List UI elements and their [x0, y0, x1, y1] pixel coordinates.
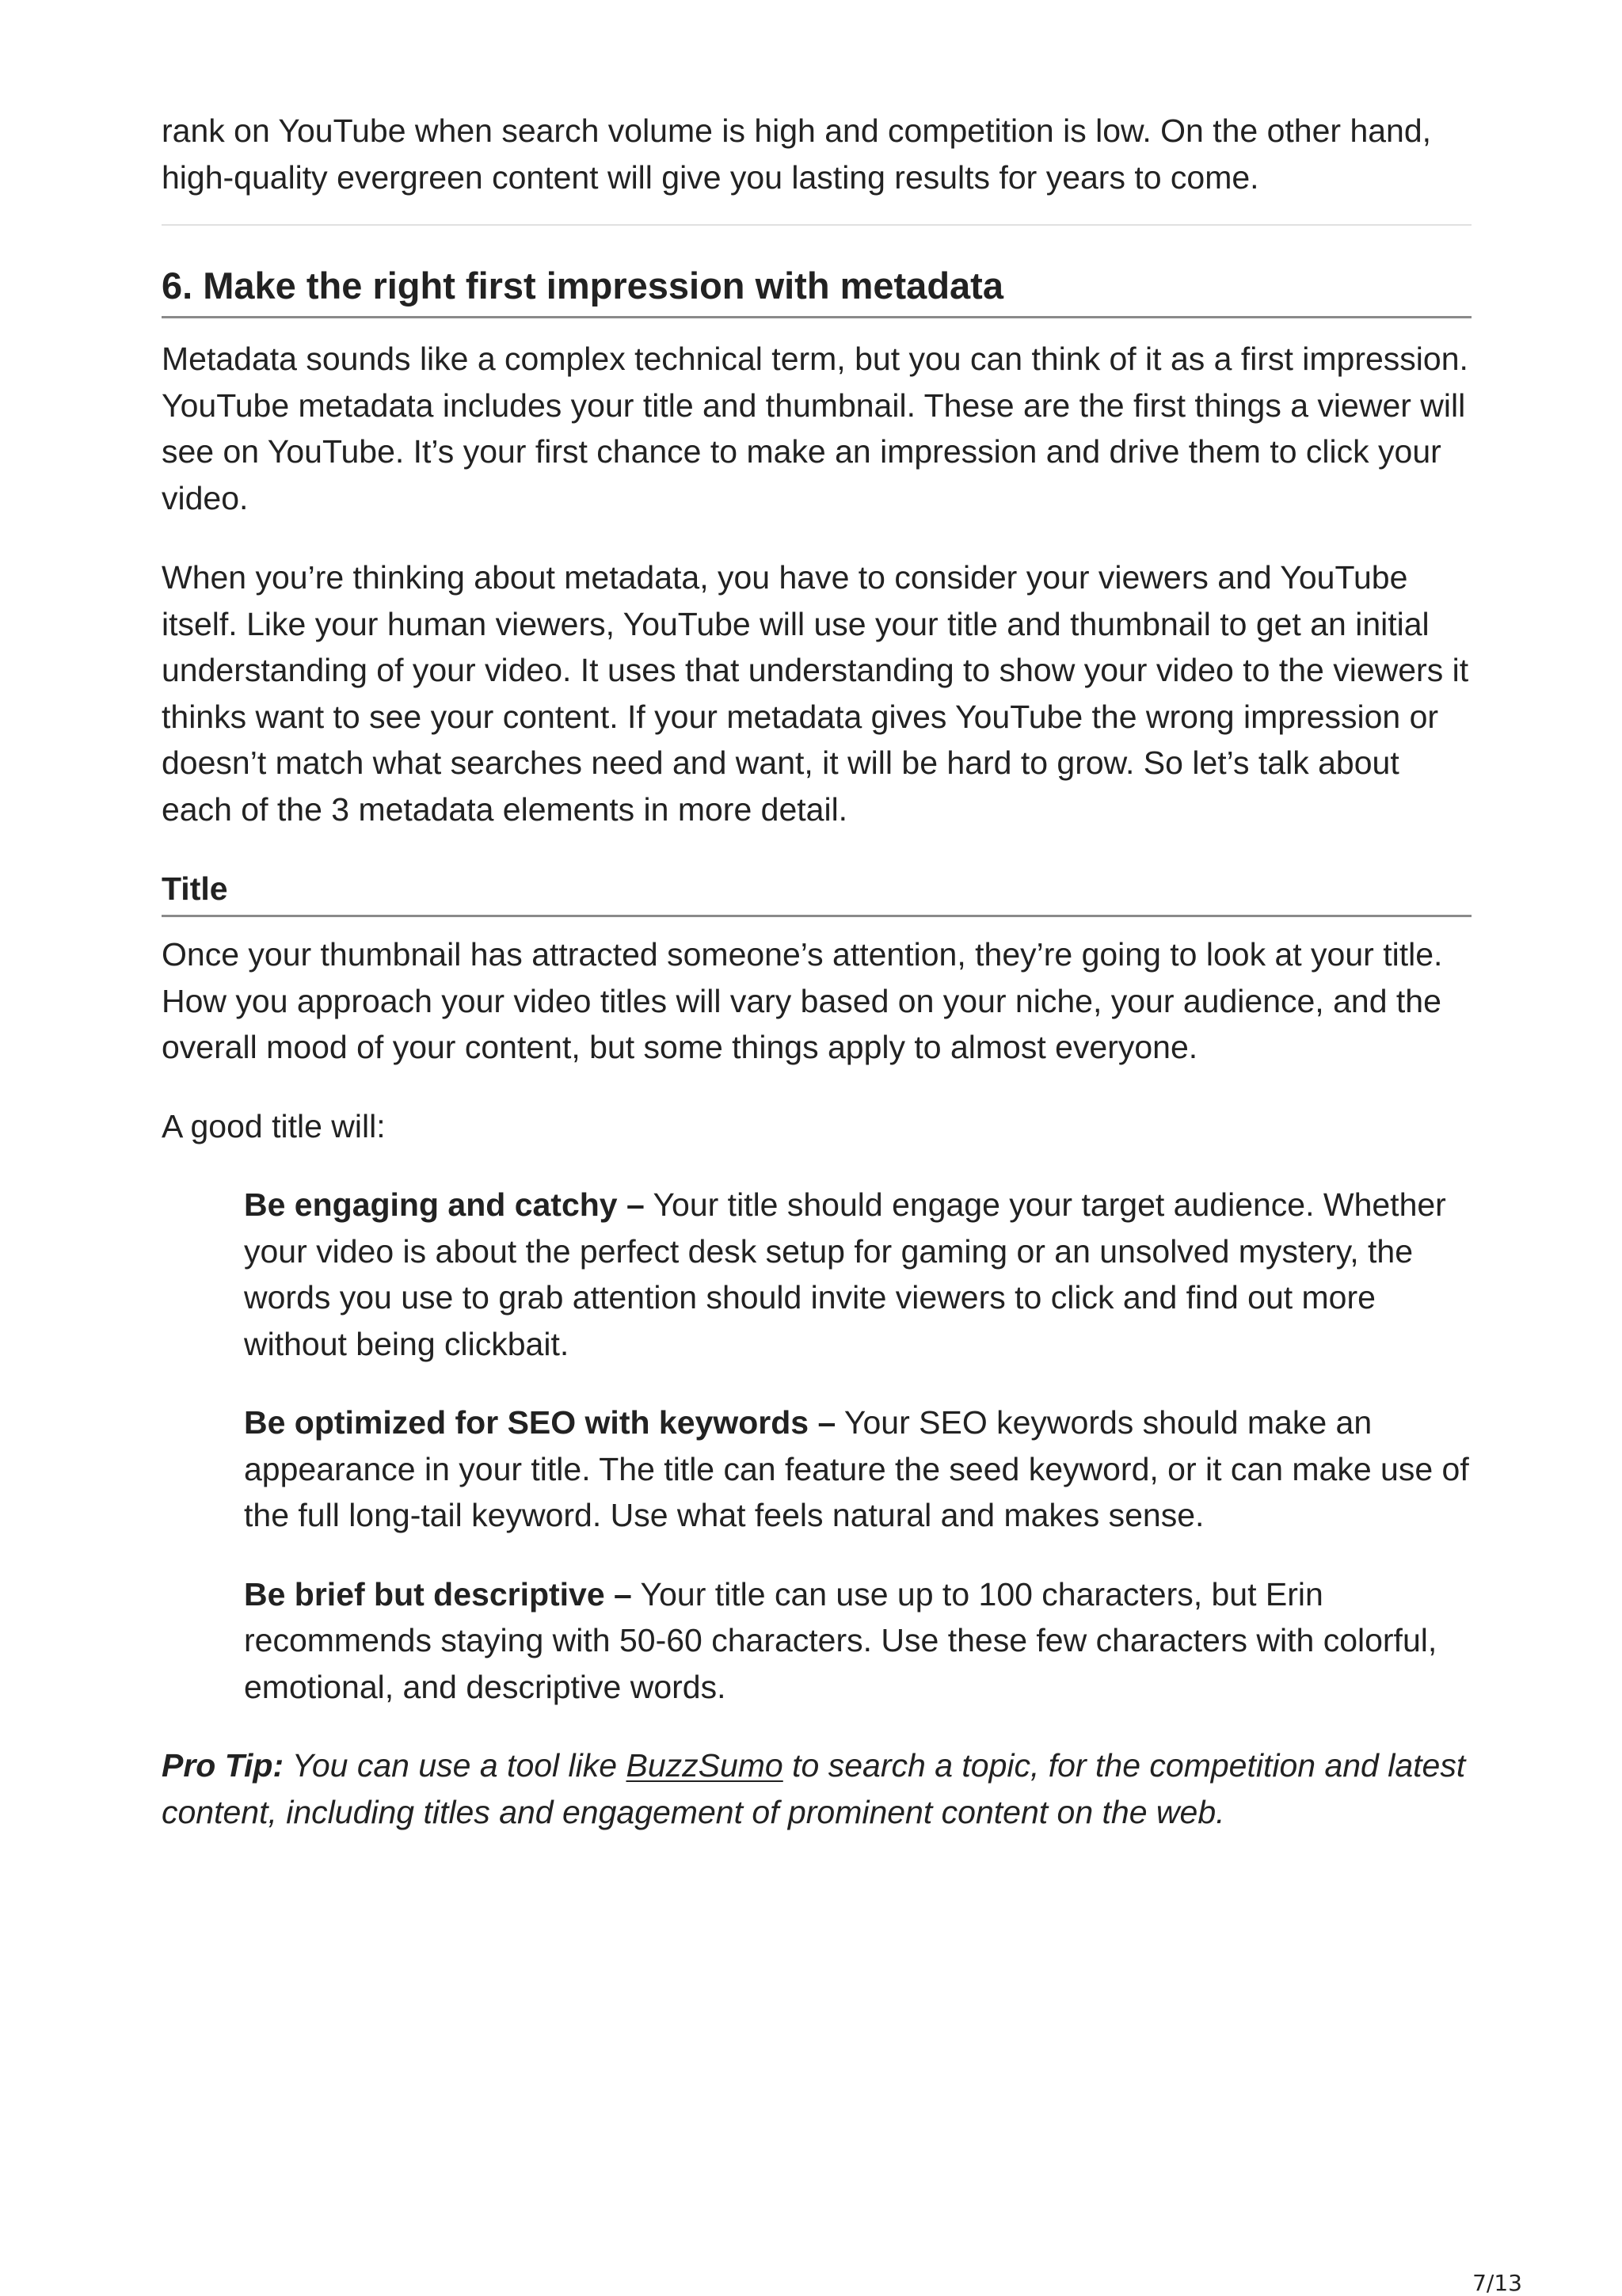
document-page: [162, 108, 1472, 1835]
criteria-text: Your title should engage your target audience. Whether your video is about the perfect desk setup for gaming or an unsolved mystery, the words you use to grab attention should invite viewers to click and find out more without being clickbait.: [244, 1186, 1446, 1362]
page-number: 7/13: [1472, 2270, 1522, 2296]
pro-tip-text-after: to search a topic, for the competition and latest content, including titles and engagement of prominent content on the web.: [162, 1747, 1466, 1830]
section-heading: 6. Make the right first impression with metadata: [162, 264, 1472, 318]
title-subheading: Title: [162, 869, 1472, 917]
criteria-item-brief: [244, 1571, 1472, 1711]
criteria-label: Be optimized for SEO with keywords –: [244, 1404, 836, 1441]
section-divider: [162, 224, 1472, 226]
criteria-item-engaging: [244, 1182, 1472, 1367]
title-paragraph: Once your thumbnail has attracted someone’s attention, they’re going to look at your title. How you approach your video titles will vary based on your niche, your audience, and the overall mood of your content, but some things apply to almost everyone.: [162, 936, 1443, 1065]
criteria-label: Be brief but descriptive –: [244, 1575, 632, 1613]
criteria-text: Your title can use up to 100 characters, but Erin recommends staying with 50-60 characters. Use these few characters with colorful, emotional, and descriptive words.: [244, 1575, 1437, 1705]
title-criteria-list: [162, 1182, 1472, 1710]
intro-paragraph: rank on YouTube when search volume is high and competition is low. On the other hand, high-quality evergreen content will give you lasting results for years to come.: [162, 112, 1432, 196]
good-title-intro: A good title will:: [162, 1107, 386, 1144]
pro-tip: [162, 1742, 1472, 1835]
pro-tip-label: Pro Tip:: [162, 1747, 284, 1784]
buzzsumo-link[interactable]: BuzzSumo: [626, 1747, 783, 1784]
criteria-item-seo: [244, 1399, 1472, 1539]
pro-tip-text-before: You can use a tool like: [291, 1747, 618, 1784]
criteria-text: Your SEO keywords should make an appearance in your title. The title can feature the seed keyword, or it can make use of the full long-tail keyword. Use what feels natural and makes sense.: [244, 1404, 1469, 1533]
metadata-paragraph-1: Metadata sounds like a complex technical term, but you can think of it as a first impression. YouTube metadata includes your title and thumbnail. These are the first things a viewer will see on YouTube. It’s your first chance to make an impression and drive them to click your video.: [162, 341, 1468, 516]
criteria-label: Be engaging and catchy –: [244, 1186, 645, 1223]
metadata-paragraph-2: When you’re thinking about metadata, you have to consider your viewers and YouTube itself. Like your human viewers, YouTube will use your title and thumbnail to get an initial understanding of your video. It uses that understanding to show your video to the viewers it thinks want to see your content. If your metadata gives YouTube the wrong impression or doesn’t match what searches need and want, it will be hard to grow. So let’s talk about each of the 3 metadata elements in more detail.: [162, 559, 1469, 828]
